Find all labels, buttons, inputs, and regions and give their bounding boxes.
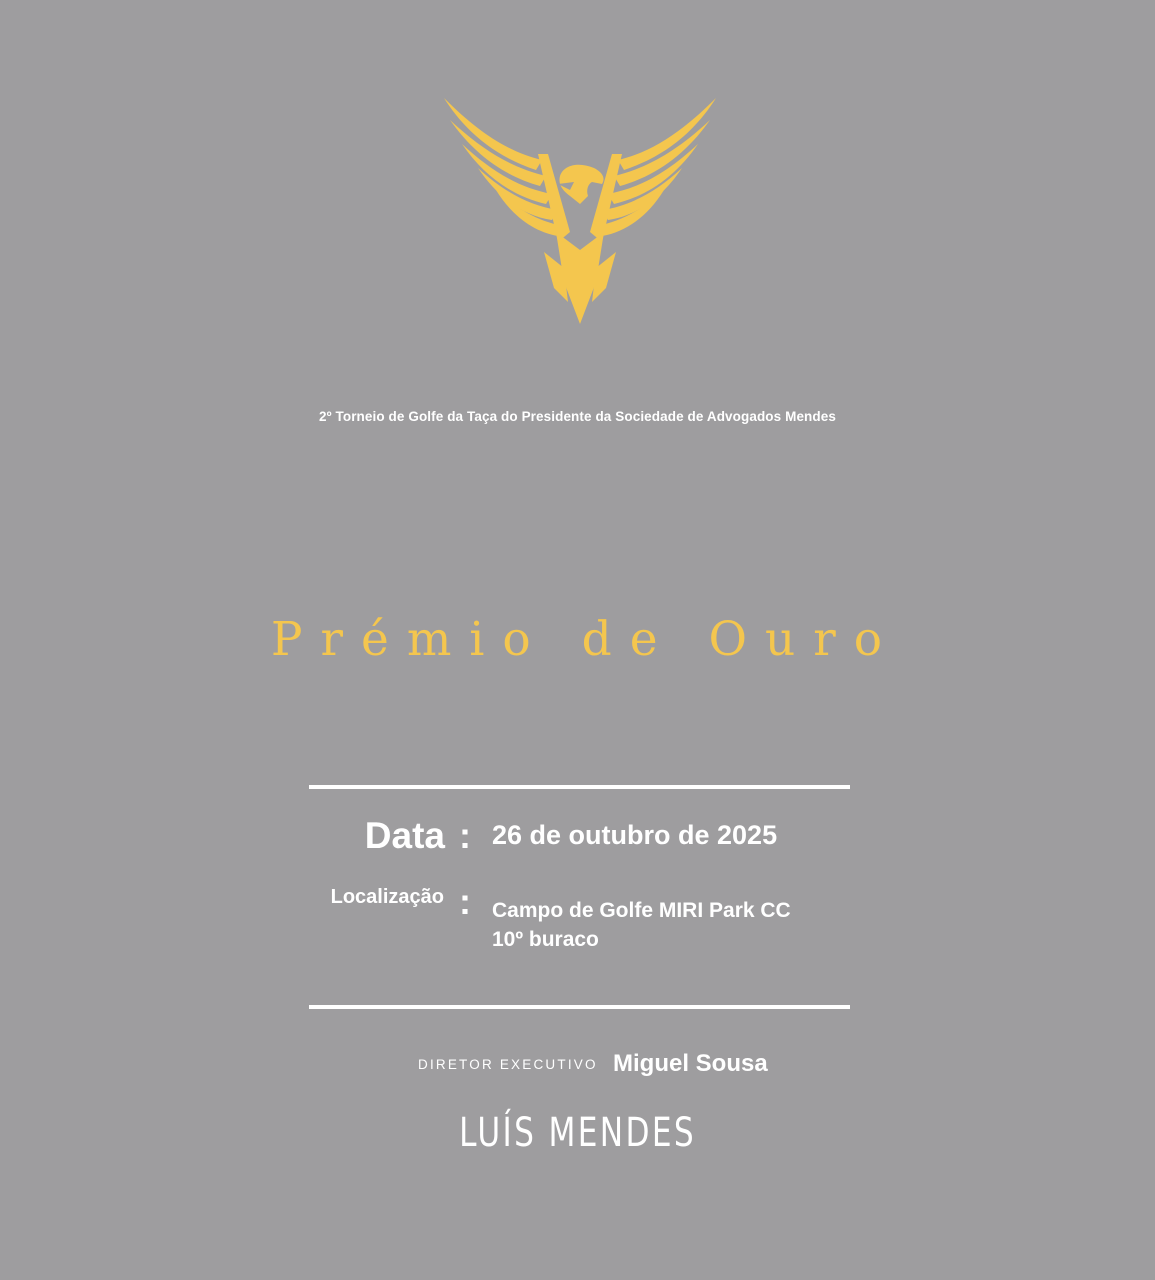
date-label: Data — [364, 815, 445, 856]
signature: LUÍS MENDES — [459, 1110, 697, 1156]
location-value-line1: Campo de Golfe MIRI Park CC — [492, 899, 791, 922]
location-label: Localização — [330, 886, 444, 908]
signatory-role: DIRETOR EXECUTIVO — [418, 1057, 598, 1072]
signatory-name: Miguel Sousa — [613, 1050, 768, 1077]
date-value: 26 de outubro de 2025 — [492, 820, 778, 850]
event-subtitle: 2º Torneio de Golfe da Taça do Presidente da Sociedade de Advogados Mendes — [319, 409, 836, 424]
top-divider — [309, 785, 850, 789]
location-value-line2: 10º buraco — [492, 928, 599, 951]
date-separator: : — [459, 815, 471, 856]
bottom-divider — [309, 1005, 850, 1009]
golden-eagle-icon — [438, 92, 722, 328]
award-title: Prémio de Ouro — [270, 612, 901, 667]
location-separator: : — [459, 881, 471, 922]
